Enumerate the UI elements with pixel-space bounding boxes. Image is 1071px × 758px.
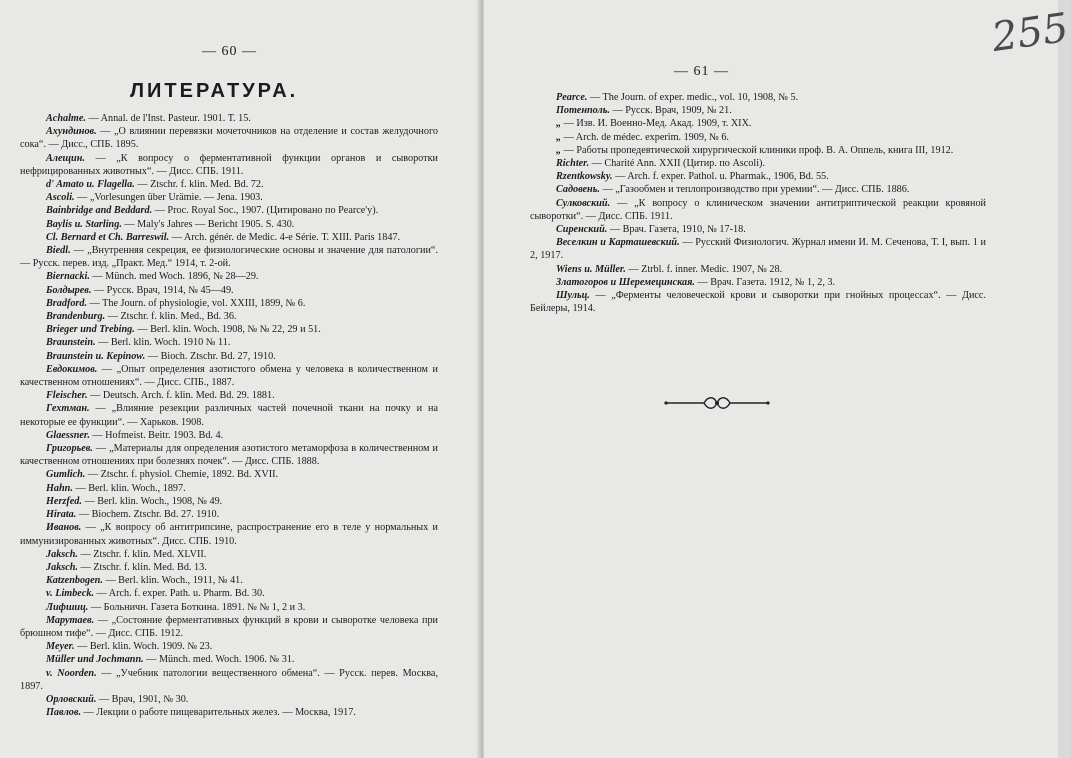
reference-entry (20, 336, 438, 349)
reference-entry (530, 236, 986, 262)
reference-entry (20, 706, 438, 719)
reference-text: — Bioch. Ztschr. Bd. 27, 1910. (145, 350, 276, 362)
reference-author: Шульц. (556, 290, 590, 302)
reference-text: — „Ферменты человеческой крови и сыворотки при гнойных процессах“. — Дисс. Бейлеры, 1914. (530, 290, 986, 315)
reference-entry (20, 204, 438, 217)
reference-text: — Hofmeist. Beitr. 1903. Bd. 4. (89, 429, 224, 441)
reference-entry (530, 157, 986, 170)
reference-entry (20, 270, 438, 283)
reference-text: — Русск. Врач, 1909, № 21. (609, 105, 732, 117)
reference-author: „ (556, 144, 562, 156)
reference-text: — Работы пропедевтической хирургической клиники проф. В. А. Оппель, книга III, 1912. (561, 144, 954, 156)
reference-text: — Врач, 1901, № 30. (96, 693, 189, 705)
left-page (0, 0, 482, 758)
right-page (484, 0, 1071, 758)
reference-author: Болдырев. (46, 284, 92, 296)
reference-text: — „Влияние резекции различных частей почечной ткани на почку и на некоторые ее функции“. — Харьков. 1908. (20, 403, 438, 428)
reference-list-left (20, 112, 438, 719)
reference-entry (20, 508, 438, 521)
reference-entry (530, 223, 986, 236)
reference-text: — „Материалы для определения азотистого метаморфоза в количественном и качественном отношениях при болезнях почек“. — Дисс. СПБ. 1888. (20, 443, 438, 468)
reference-entry (20, 363, 438, 389)
reference-text: — Berl. klin. Woch. 1910 № 11. (95, 337, 231, 349)
reference-author: Орловский. (46, 693, 97, 705)
reference-text: — Русск. Врач, 1914, № 45—49. (91, 284, 234, 296)
reference-text: — Врач. Газета, 1910, № 17-18. (607, 224, 746, 236)
reference-author: Bradford. (46, 297, 88, 309)
reference-entry (530, 104, 986, 117)
reference-entry (20, 112, 438, 125)
reference-text: — Arch. f. exper. Path. u. Pharm. Bd. 30. (94, 588, 265, 600)
reference-entry (20, 574, 438, 587)
reference-author: Katzenbogen. (46, 575, 103, 587)
reference-text: — Deutsch. Arch. f. klin. Med. Bd. 29. 1881. (87, 390, 275, 402)
reference-entry (20, 548, 438, 561)
reference-text: — Berl. klin. Woch., 1897. (72, 482, 186, 494)
reference-author: Meyer. (46, 641, 75, 653)
reference-author: Евдокимов. (46, 363, 98, 375)
reference-entry (20, 284, 438, 297)
reference-author: Biedl. (46, 245, 71, 257)
reference-text: — „Газообмен и теплопроизводство при уремии“. — Дисс. СПБ. 1886. (599, 184, 910, 196)
reference-author: Cl. Bernard et Ch. Barreswil. (46, 231, 170, 243)
reference-entry (20, 244, 438, 270)
reference-text: — Proc. Royal Soc., 1907. (Цитировано по Pearce'y). (152, 205, 379, 217)
reference-text: — Ztschr. f. klin. Med. XLVII. (77, 548, 207, 560)
reference-list-right (530, 91, 986, 315)
reference-text: — Больничн. Газета Боткина. 1891. № № 1, 2 и 3. (88, 601, 306, 613)
reference-entry (530, 276, 986, 289)
reference-entry (20, 653, 438, 666)
reference-entry (20, 667, 438, 693)
reference-text: — Berl. klin. Woch., 1908, № 49. (81, 495, 223, 507)
reference-author: Jaksch. (46, 548, 78, 560)
reference-entry (20, 297, 438, 310)
reference-text: — „Внутренняя секреция, ее физиологические основы и значение для патологии“. — Русск. перев. изд. „Практ. Мед.“ 1914, т. 2-ой. (20, 245, 438, 270)
reference-entry (20, 389, 438, 402)
reference-author: Herzfed. (46, 495, 82, 507)
reference-author: Gumlich. (46, 469, 86, 481)
reference-author: Hirata. (46, 509, 77, 521)
reference-author: Braunstein u. Kepinow. (46, 350, 146, 362)
reference-entry (20, 693, 438, 706)
reference-entry (20, 601, 438, 614)
reference-text: — „Vorlesungen über Urämie. — Jena. 1903. (74, 192, 263, 204)
reference-author: Григорьев. (46, 443, 93, 455)
reference-text: — Ztschr. f. klin. Med., Bd. 36. (105, 311, 237, 323)
reference-text: — Münch. med Woch. 1896, № 28—29. (89, 271, 259, 283)
reference-text: — Charité Ann. XXII (Цитир. по Ascoli). (589, 158, 765, 170)
reference-text: — Изв. И. Военно-Мед. Акад. 1909, т. XIX. (561, 118, 752, 130)
page-number-right: — 61 — (674, 64, 729, 79)
reference-author: Садовень. (556, 184, 600, 196)
reference-author: Иванов. (46, 522, 82, 534)
reference-entry (20, 640, 438, 653)
reference-entry (20, 429, 438, 442)
reference-text: — Münch. med. Woch. 1906. № 31. (143, 654, 295, 666)
handwritten-page-number: 255 (989, 4, 1071, 62)
reference-author: Biernacki. (46, 271, 90, 283)
reference-entry (20, 468, 438, 481)
reference-entry (530, 144, 986, 157)
reference-entry (20, 231, 438, 244)
reference-author: Braunstein. (46, 337, 96, 349)
reference-author: v. Limbeck. (46, 588, 94, 600)
reference-author: Fleischer. (46, 390, 88, 402)
reference-text: — „Учебник патологии вещественного обмена“. — Русск. перев. Москва, 1897. (20, 667, 438, 692)
reference-entry (530, 263, 986, 276)
reference-text: — Лекции о работе пищеварительных желез. — Москва, 1917. (81, 707, 356, 719)
reference-entry (20, 178, 438, 191)
reference-entry (20, 482, 438, 495)
reference-author: Гехтман. (46, 403, 90, 415)
page-number-left: — 60 — (202, 44, 257, 59)
reference-author: Сулковский. (556, 197, 611, 209)
reference-entry (20, 495, 438, 508)
reference-entry (20, 442, 438, 468)
reference-author: Златогоров и Шеремецинская. (556, 276, 695, 288)
reference-entry (530, 197, 986, 223)
reference-entry (20, 402, 438, 428)
reference-author: Baylis u. Starling. (46, 218, 122, 230)
reference-author: Марутаев. (46, 614, 95, 626)
reference-entry (20, 191, 438, 204)
reference-author: Wiens u. Müller. (556, 263, 626, 275)
reference-text: — „Опыт определения азотистого обмена у человека в количественном и качественном отношениях“. — Дисс. СПБ., 1887. (20, 363, 438, 389)
reference-entry (20, 218, 438, 231)
ornament-divider (662, 393, 772, 413)
reference-text: — Annal. de l'Inst. Pasteur. 1901. Т. 15. (85, 113, 251, 124)
reference-entry (20, 323, 438, 336)
reference-author: v. Noorden. (46, 667, 97, 679)
reference-text: — Berl. klin. Woch., 1911, № 41. (102, 575, 243, 587)
reference-entry (20, 561, 438, 574)
reference-entry (20, 152, 438, 178)
reference-author: Jaksch. (46, 561, 78, 573)
reference-text: — The Journ. of physiologie, vol. XXIII, 1899, № 6. (87, 297, 306, 309)
reference-author: Ахундинов. (46, 126, 97, 138)
reference-text: — „К вопросу об антитрипсине, распространение его в теле у нормальных и иммунизированных животных“. Дисс. СПБ. 1910. (20, 522, 438, 547)
reference-entry (530, 117, 986, 130)
reference-author: Ascoli. (46, 192, 75, 204)
reference-entry (530, 289, 986, 315)
reference-author: „ (556, 118, 562, 130)
reference-text: — Biochem. Ztschr. Bd. 27. 1910. (76, 509, 220, 521)
reference-author: Brieger und Trebing. (46, 324, 135, 336)
reference-author: Brandenburg. (46, 311, 106, 323)
reference-text: — Ztrbl. f. inner. Medic. 1907, № 28. (625, 263, 783, 275)
reference-entry (530, 170, 986, 183)
reference-entry (530, 131, 986, 144)
reference-author: Сиренский. (556, 224, 608, 236)
reference-entry (20, 310, 438, 323)
reference-author: Rzentkowsky. (556, 171, 613, 183)
reference-entry (530, 91, 986, 104)
reference-author: Bainbridge and Beddard. (46, 205, 153, 217)
reference-text: — Berl. klin. Woch. 1909. № 23. (74, 641, 213, 653)
reference-text: — „О влиянии перевязки мочеточников на отделение и состав желудочного сока“. — Дисс., СПБ. 1895. (20, 126, 438, 151)
reference-text: — Arch. f. exper. Pathol. u. Pharmak., 1906, Bd. 55. (612, 171, 829, 183)
reference-author: Веселкин и Карташевский. (556, 237, 680, 249)
reference-author: Müller und Jochmann. (46, 654, 144, 666)
reference-text: — Berl. klin. Woch. 1908, № № 22, 29 и 51. (134, 324, 321, 336)
reference-text: — Maly's Jahres — Bericht 1905. S. 430. (121, 218, 295, 230)
reference-author: Glaessner. (46, 429, 90, 441)
reference-author: d' Amato u. Flagella. (46, 179, 135, 191)
reference-text: — „К вопросу о клиническом значении антитриптической реакции кровяной сыворотки“. — Дисс. СПБ. 1911. (530, 197, 986, 222)
reference-author: Hahn. (46, 482, 73, 494)
reference-author: Achalme. (46, 113, 86, 124)
reference-author: Richter. (556, 158, 590, 170)
reference-text: — Русский Физиологич. Журнал имени И. М. Сеченова, Т. I, вып. 1 и 2, 1917. (530, 237, 986, 262)
reference-author: „ (556, 131, 562, 143)
reference-author: Алещин. (46, 152, 85, 164)
reference-entry (20, 614, 438, 640)
page-title: ЛИТЕРАТУРА. (130, 80, 299, 102)
reference-text: — Ztschr. f. physiol. Chemie, 1892. Bd. XVII. (85, 469, 279, 481)
reference-entry (530, 183, 986, 196)
reference-text: — Arch. génér. de Medic. 4-e Série. Т. XIII. Paris 1847. (169, 231, 401, 243)
reference-text: — The Journ. of exper. medic., vol. 10, 1908, № 5. (587, 92, 799, 103)
reference-entry (20, 350, 438, 363)
reference-author: Pearce. (556, 92, 588, 103)
reference-entry (20, 125, 438, 151)
reference-entry (20, 587, 438, 600)
reference-text: — Arch. de médec. experim. 1909, № 6. (561, 131, 729, 143)
reference-text: — „Состояние ферментативных функций в крови и сыворотке человека при брюшном тифе“. — Дисс. СПБ. 1912. (20, 614, 438, 639)
reference-text: — Ztschr. f. klin. Med. Bd. 72. (134, 179, 264, 191)
reference-text: — Врач. Газета. 1912, № 1, 2, 3. (694, 276, 836, 288)
reference-text: — „К вопросу о ферментативной функции органов и сыворотки нефрицированных животных“. — Дисс. СПБ. 1911. (20, 152, 438, 177)
reference-author: Потенполь. (556, 105, 610, 117)
reference-author: Лифшиц. (46, 601, 89, 613)
reference-author: Павлов. (46, 707, 81, 719)
reference-text: — Ztschr. f. klin. Med. Bd. 13. (77, 561, 207, 573)
reference-entry (20, 521, 438, 547)
